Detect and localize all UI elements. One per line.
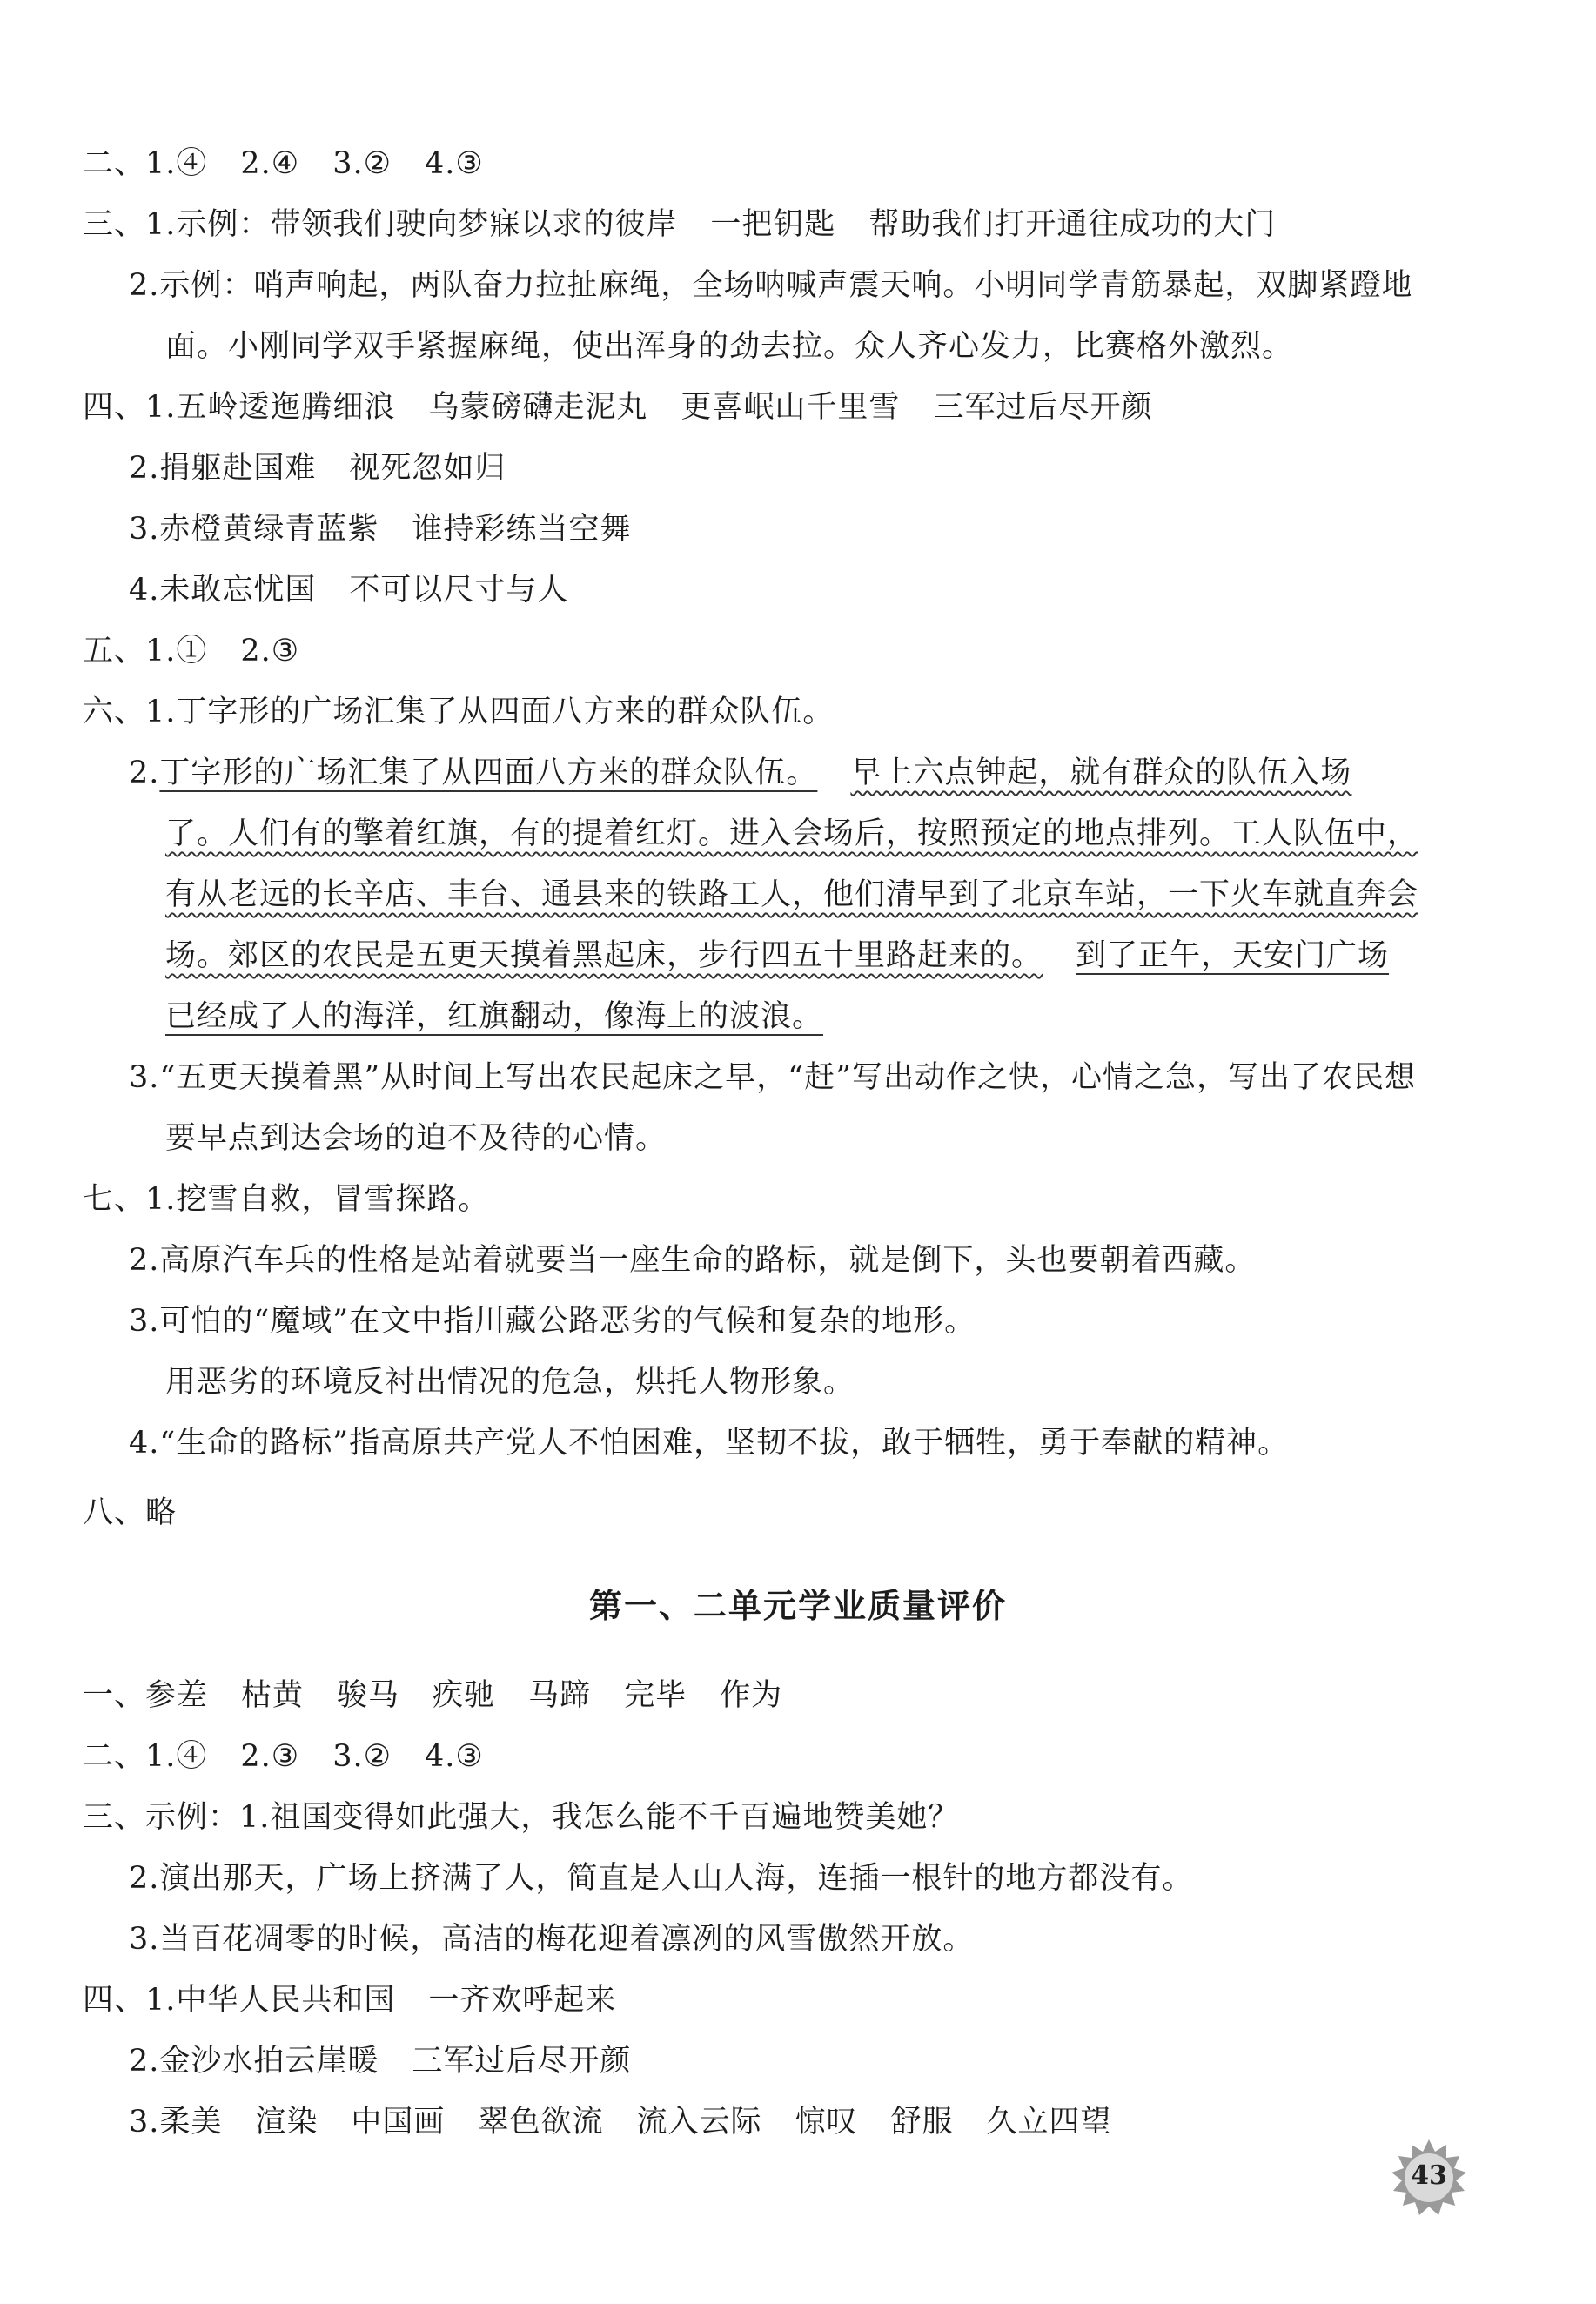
answer-item: 骏马 [337, 1678, 400, 1713]
answer-line-si2-2 [129, 2039, 631, 2083]
answer-item: 不可以尺寸与人 [349, 573, 569, 608]
answer-item: 3.② [332, 146, 392, 181]
answer-item: 久立四望 [986, 2105, 1112, 2139]
answer-item: 三军过后尽开颜 [412, 2044, 632, 2079]
answer-item: 乌蒙磅礴走泥丸 [428, 390, 648, 425]
answer-line-qi3b: 用恶劣的环境反衬出情况的危急，烘托人物形象。 [165, 1365, 855, 1400]
answer-line-liu2-3 [165, 873, 1418, 917]
answer-line-liu1: 六、1.丁字形的广场汇集了从四面八方来的群众队伍。 [83, 695, 835, 729]
answer-item: 一齐欢呼起来 [428, 1983, 617, 2018]
answer-line-liu2-5 [165, 995, 823, 1038]
answer-item: 惊叹 [795, 2105, 858, 2139]
answer-item: 三、1.示例：带领我们驶向梦寐以求的彼岸 [83, 207, 678, 242]
answer-item: 中国画 [351, 2105, 446, 2139]
item-number: 2. [129, 756, 160, 790]
answer-item: 渲染 [255, 2105, 319, 2139]
answer-line-san1 [83, 203, 1276, 246]
answer-line-liu3a: 3.“五更天摸着黑”从时间上写出农民起床之早，“赶”写出动作之快，心情之急，写出了农民想 [129, 1060, 1416, 1095]
answer-line-san2-2: 2.演出那天，广场上挤满了人，简直是人山人海，连插一根针的地方都没有。 [129, 1861, 1194, 1896]
underlined-sentence: 已经成了人的海洋，红旗翻动，像海上的波浪。 [165, 999, 824, 1034]
answer-line-wu [83, 629, 299, 673]
answer-item: 3.赤橙黄绿青蓝紫 [129, 512, 379, 547]
answer-line-liu2-2 [165, 812, 1418, 856]
answer-line-yi [83, 1674, 782, 1717]
answer-item: 4.③ [424, 1739, 484, 1774]
answer-item: 2.捐躯赴国难 [129, 451, 317, 486]
answer-item: 翠色欲流 [478, 2105, 604, 2139]
answer-line-qi1: 七、1.挖雪自救，冒雪探路。 [83, 1182, 490, 1217]
answer-item: 谁持彩练当空舞 [412, 512, 632, 547]
answer-item: 一、参差 [83, 1678, 209, 1713]
answer-item: 2.③ [240, 634, 300, 668]
underlined-sentence: 丁字形的广场汇集了从四面八方来的群众队伍。 [159, 756, 818, 790]
answer-item: 4.③ [424, 146, 484, 181]
answer-item: 流入云际 [636, 2105, 762, 2139]
answer-item: 3.柔美 [129, 2105, 223, 2139]
answer-line-qi4: 4.“生命的路标”指高原共产党人不怕困难，坚韧不拔，敢于牺牲，勇于奉献的精神。 [129, 1426, 1290, 1461]
answer-line-si2-3 [129, 2100, 1112, 2144]
answer-item: 枯黄 [241, 1678, 305, 1713]
answer-item: 4.未敢忘忧国 [129, 573, 317, 608]
answer-item: 三军过后尽开颜 [933, 390, 1153, 425]
wavy-underlined-sentence: 有从老远的长辛店、丰台、通县来的铁路工人，他们清早到了北京车站，一下火车就直奔会 [165, 877, 1419, 912]
answer-line-san2a: 2.示例：哨声响起，两队奋力拉扯麻绳，全场呐喊声震天响。小明同学青筋暴起，双脚紧蹬地 [129, 268, 1413, 303]
answer-line-san2-3: 3.当百花凋零的时候，高洁的梅花迎着凛冽的风雪傲然开放。 [129, 1922, 975, 1957]
answer-line-si4 [129, 568, 568, 612]
answer-item: 二、1.④ [83, 146, 208, 181]
answer-line-si2 [129, 447, 506, 490]
answer-line-er [83, 142, 484, 185]
answer-item: 作为 [720, 1678, 783, 1713]
answer-line-liu2-1 [129, 751, 1351, 795]
answer-item: 帮助我们打开通往成功的大门 [868, 207, 1277, 242]
section-title: 第一、二单元学业质量评价 [588, 1587, 1007, 1625]
answer-line-liu3b: 要早点到达会场的迫不及待的心情。 [165, 1121, 667, 1156]
answer-item: 完毕 [624, 1678, 687, 1713]
answer-line-san2b: 面。小刚同学双手紧握麻绳，使出浑身的劲去拉。众人齐心发力，比赛格外激烈。 [165, 329, 1294, 364]
answer-line-si1 [83, 386, 1152, 429]
answer-item: 二、1.④ [83, 1739, 208, 1774]
answer-item: 舒服 [890, 2105, 954, 2139]
wavy-underlined-sentence: 场。郊区的农民是五更天摸着黑起床，步行四五十里路赶来的。 [165, 938, 1043, 973]
answer-item: 四、1.中华人民共和国 [83, 1983, 396, 2018]
answer-line-ba: 八、略 [83, 1495, 178, 1530]
answer-item: 五、1.① [83, 634, 208, 668]
answer-item: 视死忽如归 [349, 451, 506, 486]
answer-item: 3.② [332, 1739, 392, 1774]
answer-item: 更喜岷山千里雪 [681, 390, 901, 425]
wavy-underlined-sentence: 了。人们有的擎着红旗，有的提着红灯。进入会场后，按照预定的地点排列。工人队伍中， [165, 816, 1419, 851]
answer-item: 2.③ [240, 1739, 300, 1774]
answer-line-san2-1: 三、示例：1.祖国变得如此强大，我怎么能不千百遍地赞美她？ [83, 1800, 960, 1835]
answer-item: 马蹄 [528, 1678, 592, 1713]
answer-item: 一把钥匙 [710, 207, 836, 242]
answer-line-qi3a: 3.可怕的“魔域”在文中指川藏公路恶劣的气候和复杂的地形。 [129, 1304, 976, 1339]
answer-item: 2.④ [240, 146, 300, 181]
answer-line-er2 [83, 1735, 484, 1778]
answer-item: 2.金沙水拍云崖暖 [129, 2044, 379, 2079]
answer-line-si2-1 [83, 1978, 616, 2022]
answer-line-si3 [129, 507, 631, 551]
underlined-sentence: 到了正午，天安门广场 [1076, 938, 1390, 973]
page-number-badge [1389, 2138, 1469, 2218]
answer-item: 疾驰 [433, 1678, 496, 1713]
answer-line-liu2-4 [165, 934, 1389, 977]
answer-item: 四、1.五岭逶迤腾细浪 [83, 390, 396, 425]
page-number: 43 [1411, 2160, 1447, 2191]
answer-line-qi2: 2.高原汽车兵的性格是站着就要当一座生命的路标，就是倒下，头也要朝着西藏。 [129, 1243, 1257, 1278]
wavy-underlined-sentence: 早上六点钟起，就有群众的队伍入场 [850, 756, 1352, 790]
